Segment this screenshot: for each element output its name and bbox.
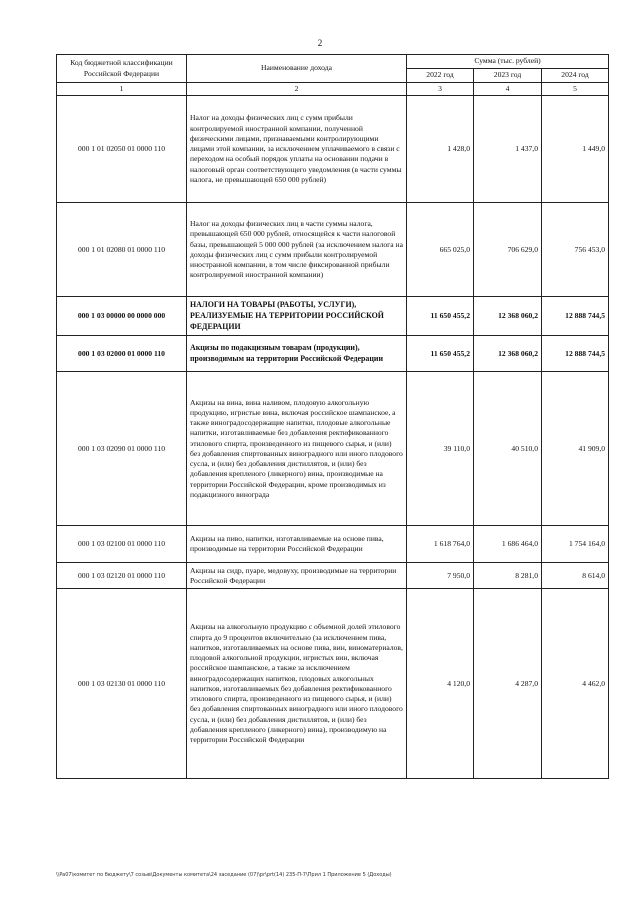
row-value-2022: 11 650 455,2	[407, 336, 474, 372]
column-number: 2	[187, 83, 407, 96]
row-value-2023: 1 437,0	[474, 96, 542, 203]
row-value-2022: 39 110,0	[407, 372, 474, 526]
row-value-2023: 12 368 060,2	[474, 336, 542, 372]
row-code: 000 1 01 02050 01 0000 110	[57, 96, 187, 203]
table-row	[57, 589, 609, 779]
row-value-2023: 40 510,0	[474, 372, 542, 526]
table-row	[57, 203, 609, 297]
table-row	[57, 297, 609, 336]
row-code: 000 1 03 02130 01 0000 110	[57, 589, 187, 779]
file-path-footer: \\Pa07\комитет по бюджету\7 созыв\Документы комитета\24 заседание (07)\pr\prt(14) 235-П-7\Прил 1 Приложение 5 (Доходы)	[56, 872, 392, 878]
row-value-2022: 7 950,0	[407, 563, 474, 589]
revenue-table	[56, 54, 609, 779]
row-name: НАЛОГИ НА ТОВАРЫ (РАБОТЫ, УСЛУГИ), РЕАЛИЗУЕМЫЕ НА ТЕРРИТОРИИ РОССИЙСКОЙ ФЕДЕРАЦИИ	[187, 297, 407, 336]
row-name: Акцизы на алкогольную продукцию с объемной долей этилового спирта до 9 процентов включительно (за исключением пива, напитков, изготавливаемых на основе пива, вин, виноматериалов, плодовой алкогольной продукции, игристых вин, включая российское шампанское, а также за исключением виноградосодержащих напитков, плодовых алкогольных напитков, изготавливаемых без добавления ректификованного этилового спирта, произведенного из пищевого сырья, и (или) без добавления спиртованных виноградного или иного плодового сусла, и (или) без добавления дистиллятов, и (или) без добавления крепленого (ликерного) вина), производимую на территории Российской Федерации	[187, 589, 407, 779]
row-code: 000 1 01 02080 01 0000 110	[57, 203, 187, 297]
row-code: 000 1 03 02090 01 0000 110	[57, 372, 187, 526]
row-value-2023: 706 629,0	[474, 203, 542, 297]
header-sum: Сумма (тыс. рублей)	[407, 55, 609, 69]
header-name: Наименование дохода	[187, 55, 407, 83]
row-value-2024: 12 888 744,5	[542, 336, 609, 372]
row-value-2022: 4 120,0	[407, 589, 474, 779]
row-value-2022: 1 428,0	[407, 96, 474, 203]
page-number: 2	[317, 38, 323, 48]
table-row	[57, 563, 609, 589]
column-number: 1	[57, 83, 187, 96]
header-code: Код бюджетной классификации Российской Федерации	[57, 55, 187, 83]
row-name: Акцизы на пиво, напитки, изготавливаемые на основе пива, производимые на территории Российской Федерации	[187, 526, 407, 563]
row-value-2023: 4 287,0	[474, 589, 542, 779]
row-value-2024: 8 614,0	[542, 563, 609, 589]
table-row	[57, 336, 609, 372]
row-name: Налог на доходы физических лиц в части суммы налога, превышающей 650 000 рублей, относящейся к части налоговой базы, превышающей 5 000 000 рублей (за исключением налога на доходы физических лиц с сумм прибыли контролируемой иностранной компании, в том числе фиксированной прибыли контролируемой иностранной компании)	[187, 203, 407, 297]
row-value-2024: 41 909,0	[542, 372, 609, 526]
row-value-2024: 12 888 744,5	[542, 297, 609, 336]
row-value-2022: 1 618 764,0	[407, 526, 474, 563]
header-year-2023: 2023 год	[474, 69, 542, 83]
row-value-2022: 11 650 455,2	[407, 297, 474, 336]
row-value-2023: 1 686 464,0	[474, 526, 542, 563]
row-name: Акцизы на вина, вина наливом, плодовую алкогольную продукцию, игристые вина, включая российское шампанское, а также виноградосодержащие напитки, плодовые алкогольные напитки, изготавливаемые без добавления ректификованного этилового спирта, произведенного из пищевого сырья, и (или) без добавления спиртованных виноградного или иного плодового сусла, и (или) без добавления дистиллятов, и (или) без добавления крепленого (ликерного) вина, производимые на территории Российской Федерации, кроме производимых из подакцизного винограда	[187, 372, 407, 526]
row-value-2022: 665 025,0	[407, 203, 474, 297]
row-value-2023: 8 281,0	[474, 563, 542, 589]
header-year-2024: 2024 год	[542, 69, 609, 83]
row-value-2024: 1 754 164,0	[542, 526, 609, 563]
row-value-2024: 756 453,0	[542, 203, 609, 297]
table-row	[57, 372, 609, 526]
row-value-2024: 4 462,0	[542, 589, 609, 779]
row-code: 000 1 03 00000 00 0000 000	[57, 297, 187, 336]
row-code: 000 1 03 02000 01 0000 110	[57, 336, 187, 372]
row-code: 000 1 03 02100 01 0000 110	[57, 526, 187, 563]
column-number: 4	[474, 83, 542, 96]
row-name: Акцизы по подакцизным товарам (продукции), производимым на территории Российской Федерации	[187, 336, 407, 372]
table-row	[57, 526, 609, 563]
row-code: 000 1 03 02120 01 0000 110	[57, 563, 187, 589]
row-value-2023: 12 368 060,2	[474, 297, 542, 336]
row-name: Акцизы на сидр, пуаре, медовуху, производимые на территории Российской Федерации	[187, 563, 407, 589]
column-number: 5	[542, 83, 609, 96]
table-row	[57, 96, 609, 203]
column-number: 3	[407, 83, 474, 96]
row-name: Налог на доходы физических лиц с сумм прибыли контролируемой иностранной компании, полученной физическими лицами, признаваемыми контролирующими лицами этой компании, за исключением уплачиваемого в связи с переходом на особый порядок уплаты на основании подачи в налоговый орган соответствующего уведомления (в части суммы налога, не превышающей 650 000 рублей)	[187, 96, 407, 203]
header-year-2022: 2022 год	[407, 69, 474, 83]
row-value-2024: 1 449,0	[542, 96, 609, 203]
